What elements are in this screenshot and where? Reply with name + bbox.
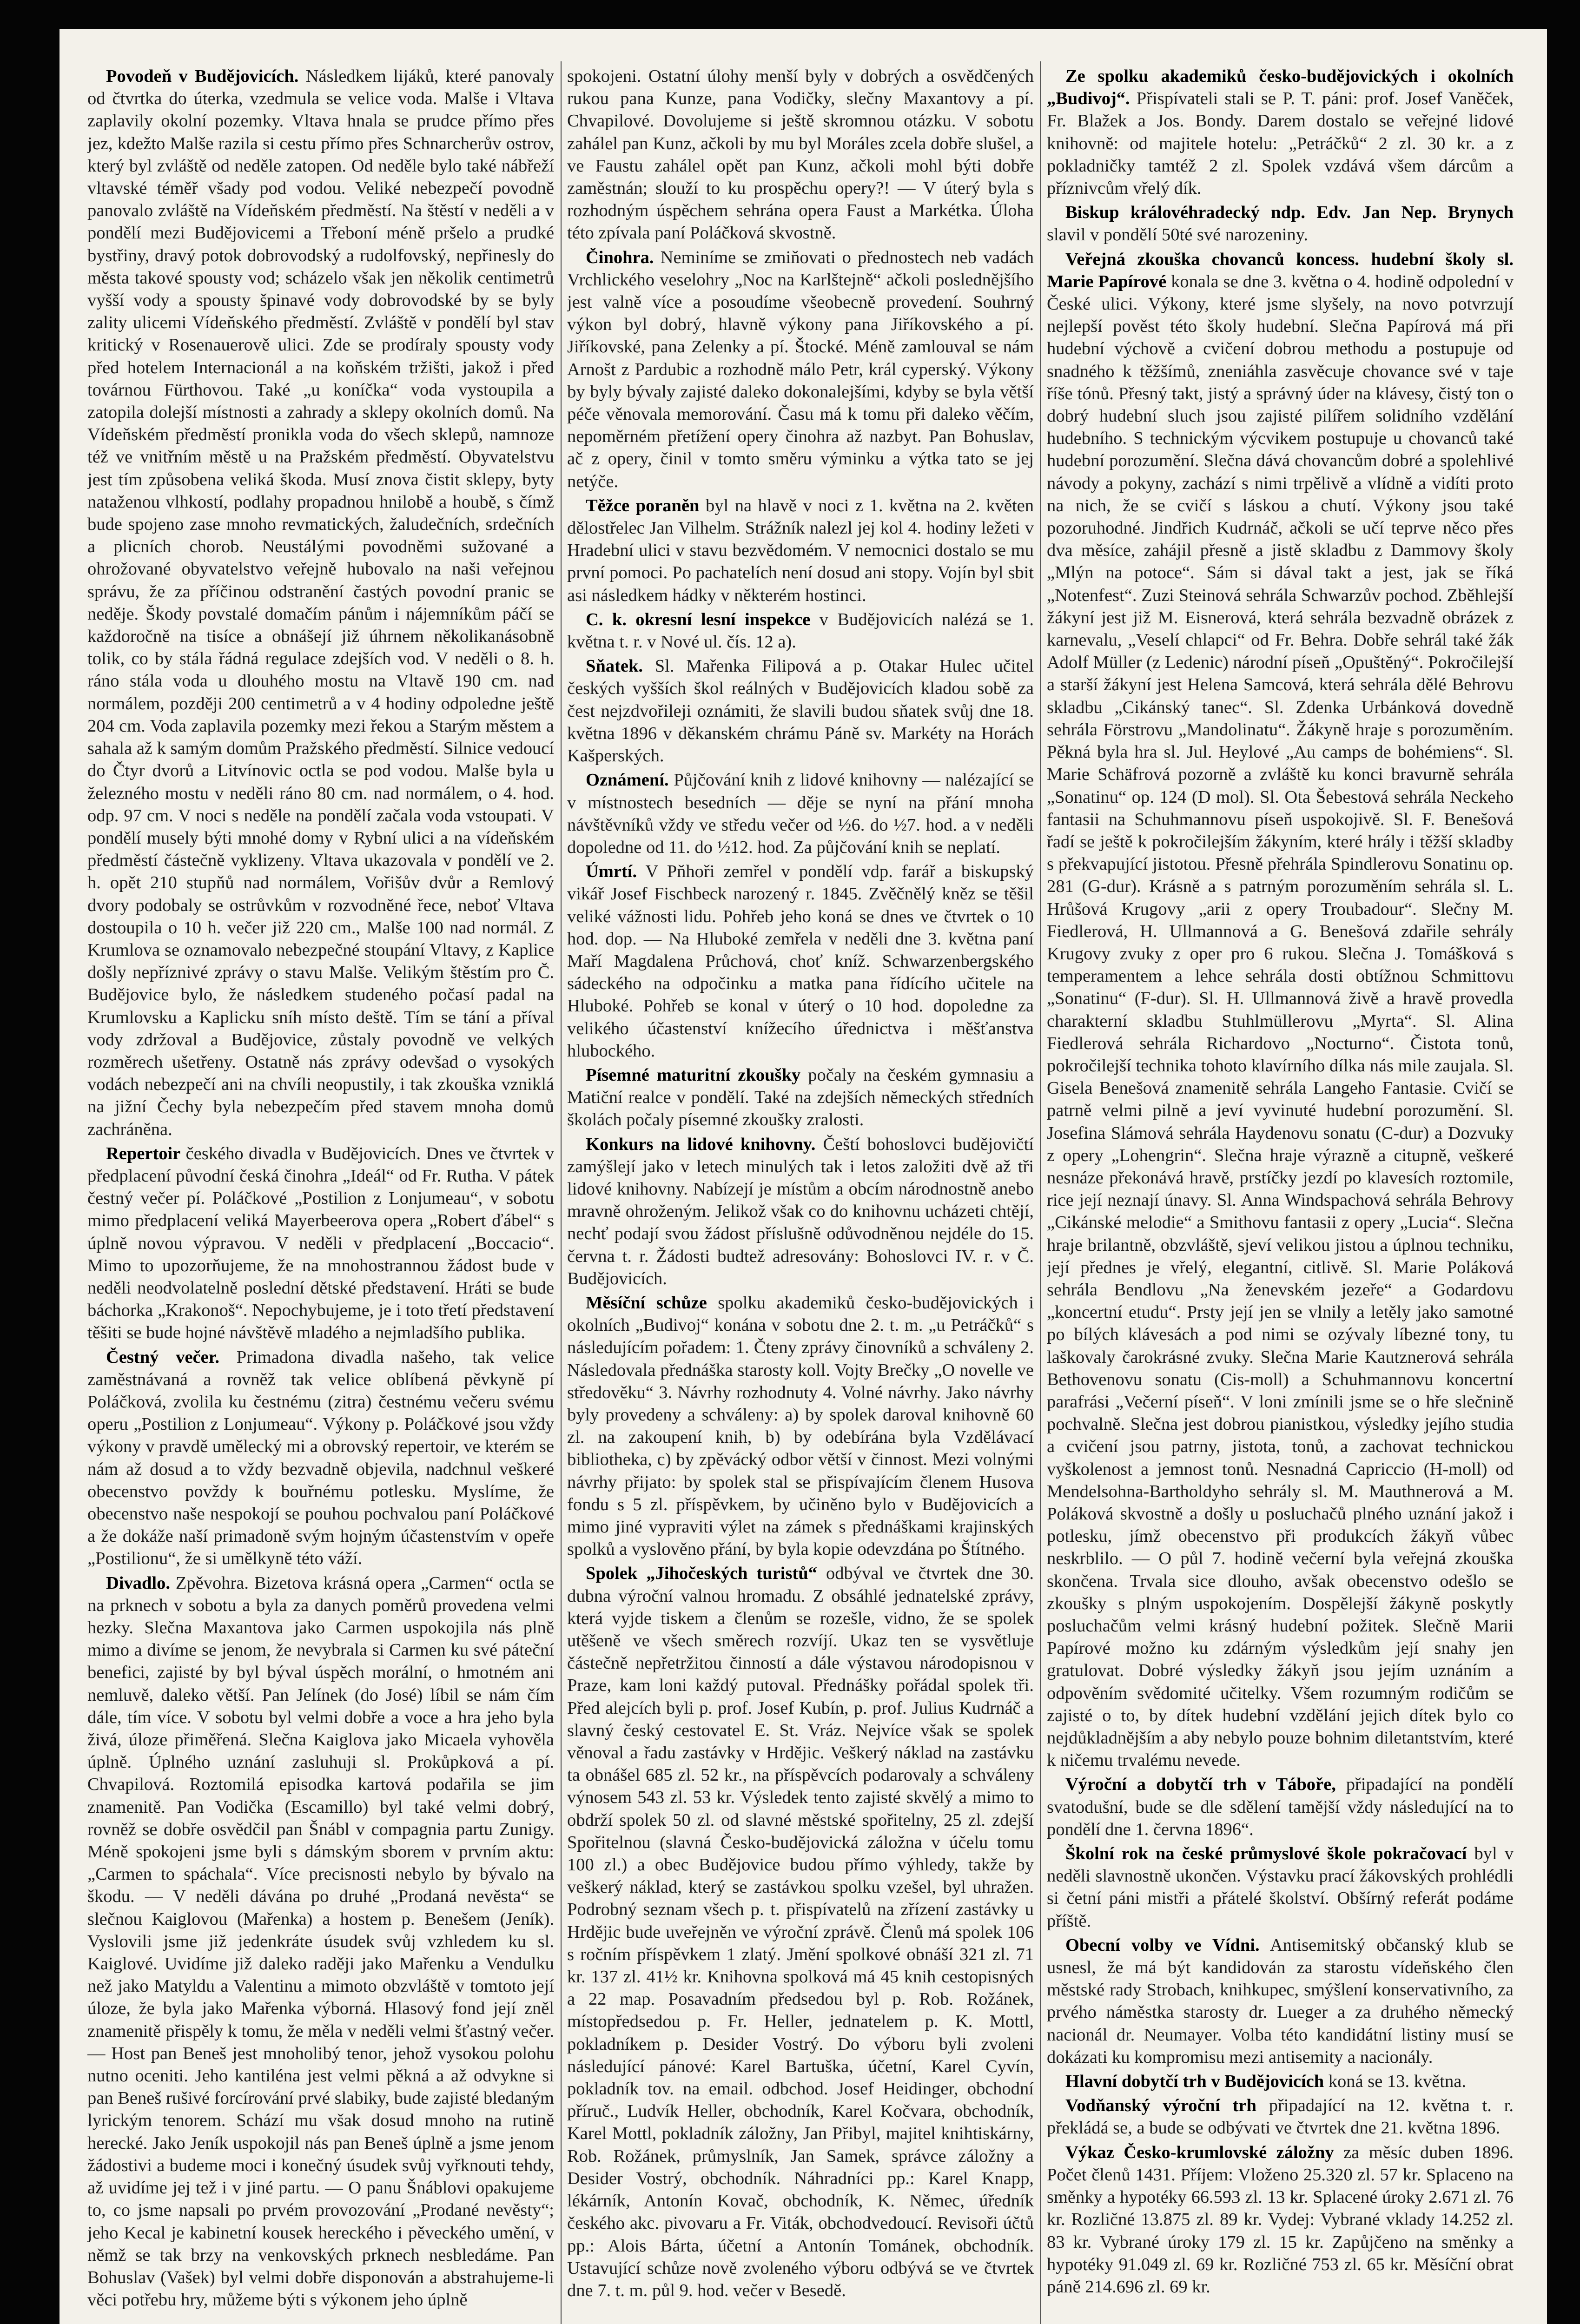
article-text: V Pňhoři zemřel v pondělí vdp. farář a biskupský vikář Josef Fischbeck narozený r. 1845. Zvěčnělý kněz se těšil veliké vážnosti lidu. Pohřeb jeho koná se dnes ve čtvrtek o 10 hod. dop. — Na Hluboké zemřela v neděli dne 3. května paní Maří Magdalena Průchová, choť kníž. Schwarzenbergského sádeckého na odpočinku a matka pana řídícího učitele na Hluboké. Pohřeb se konal v úterý o 10 hod. dopoledne za velikého účastenství knížecího úřednictva i měšťanstva hlubockého. xyxy=(567,862,1034,1061)
article-text: Antisemitský občanský klub se usnesl, že má být kandidován za starostu vídeňského člen městské rady Strobach, knihkupec, smýšlení konservativního, za prvého náměstka starosty dr. Lueger a za druhého německý nacionál dr. Neumayer. Volba této kandidátní listiny musí se dokázati ku kompromisu mezi antisemity a nacionály. xyxy=(1047,1935,1514,2067)
article-heading: Vodňanský výroční trh xyxy=(1065,2096,1256,2116)
article-heading: Čestný večer. xyxy=(106,1347,219,1367)
article-text: Přispívateli stali se P. T. páni: prof. Josef Vaněček, Fr. Blažek a Jos. Bondy. Darem dostalo se veřejné lidové knihovně: od majitele hotelu: „Petráčků“ 2 zl. 30 kr. a z pokladničky tamtéž 2 zl. Spolek vzdává všem dárcům a příznivcům vřelý dík. xyxy=(1047,89,1514,198)
newspaper-page xyxy=(59,29,1547,2324)
article-paragraph xyxy=(567,1064,1034,1131)
article-paragraph xyxy=(1047,2094,1514,2139)
article-heading: Divadlo. xyxy=(106,1573,170,1593)
article-paragraph xyxy=(567,608,1034,653)
article-paragraph xyxy=(1047,65,1514,199)
article-paragraph xyxy=(567,246,1034,493)
article-paragraph xyxy=(567,655,1034,767)
article-paragraph xyxy=(567,769,1034,858)
article-paragraph xyxy=(567,1133,1034,1290)
article-text: Sl. Mařenka Filipová a p. Otakar Hulec učitel českých vyšších škol reálných v Budějovicích kladou sobě za čest nejzdvořileji oznámiti, že slavili budou sňatek svůj dne 18. května 1896 v děkanském chrámu Páně sv. Markéty na Horách Kašperských. xyxy=(567,656,1034,766)
column-rule xyxy=(561,61,562,2324)
article-paragraph xyxy=(87,1346,554,1570)
article-heading: Povodeň v Budějovicích. xyxy=(106,66,299,86)
article-text: připadající na pondělí svatodušní, bude se dle sdělení tamější vždy následující na to pondělí dne 1. června 1896“. xyxy=(1047,1775,1514,1839)
article-heading: Veřejná zkouška chovanců koncess. hudební školy sl. Marie Papírové xyxy=(1047,249,1514,291)
article-heading: Těžce poraněn xyxy=(586,495,700,515)
article-paragraph xyxy=(567,860,1034,1062)
article-text: Čeští bohoslovci budějovičtí zamýšlejí jako v letech minulých tak i letos založiti dvě až tři lidové knihovny. Nabízejí je místům a obcím národnostně anebo mravně ohroženým. Jelikož však co do knihovnu ucházeti chtějí, nechť podají svou žádost příslušně odůvodněnou nejdéle do 15. června t. r. Žádosti budtež adresovány: Bohoslovci IV. r. v Č. Budějovicích. xyxy=(567,1134,1034,1288)
article-heading: Hlavní dobytčí trh v Budějovicích xyxy=(1065,2072,1324,2092)
column-middle xyxy=(567,65,1034,2324)
article-heading: Výkaz Česko-krumlovské záložny xyxy=(1065,2142,1334,2162)
article-paragraph xyxy=(567,1562,1034,2302)
article-heading: Spolek „Jihočeských turistů“ xyxy=(586,1564,817,1584)
article-heading: Sňatek. xyxy=(586,656,643,676)
article-paragraph xyxy=(1047,2141,1514,2298)
article-text: koná se 13. května. xyxy=(1324,2072,1466,2092)
article-text: konala se dne 3. května o 4. hodině odpolední v České ulici. Výkony, které jsme slyšely, na novo potvrzují nejlepší pověst této školy hudební. Slečna Papírová má při hudební výchově a cvičení dobrou methodu a postupuje od snadného k těžšímů, zneniáhla zasvěcuje chovance své v taje říše tónů. Přesný takt, jistý a správný úder na klávesy, čistý ton o dobrý hudební sluch jsou zajisté pilířem solidního vzdělání hudebního. S technickým výcvikem postupuje u chovanců také hudební porozumění. Slečna dává chovancům dobré a spolehlivé návody a pokyny, zachází s nimi trpělivě a vlídně a vidíti proto na nich, že se cvičí s láskou a chutí. Výkony jsou také pozoruhodné. Jindřich Kudrnáč, ačkoli se učí teprve něco přes dva měsíce, zahájil přesně a jistě skladbu z Dammovy školy „Mlýn na potoce“. Sám si dával takt a jest, jak se říká „Notenfest“. Zuzi Steinová sehrála Schwarzův pochod. Zběhlejší žákyní jest již M. Eisnerová, která sehrála bezvadně obrázek z karnevalu, „Veselí chlapci“ od Fr. Behra. Dobře sehrál také žák Adolf Müller (z Ledenic) národní píseň „Opuštěný“. Pokročilejší a starší žákyní jest Helena Samcová, která sehrála dělé Behrovu skladbu „Cikánský tanec“. Sl. Zdenka Urbánková dovedně sehrála Förstrovu „Mandolinatu“. Žákyně hraje s porozuměním. Pěkná byla hra sl. Jul. Heylové „Au camps de bohémiens“. Sl. Marie Schäfrová pozorně a zvláště ku konci bravurně sehrála „Sonatinu“ op. 124 (D mol). Sl. Ota Šebestová sehrála Neckeho fantasii na Schuhmannovu píseň uspokojivě. Sl. F. Benešová řadí se ještě k pokročilejším žákyním, které hrály i těžší skladby s překvapující jistotou. Přesně přehrála Spindlerovu Sonatinu op. 281 (G-dur). Krásně a s patrným porozuměním sehrála sl. L. Hrůšová Krugovy „arii z opery Troubadour“. Slečny M. Fiedlerová, H. Ullmannová a G. Benešová zdařile sehrály Krugovy zvuky z oper pro 6 rukou. Slečna J. Tomášková s temperamentem a lehce sehrála dosti obtížnou Schmittovu „Sonatinu“ (F-dur). Sl. H. Ullmannová živě a hravě provedla charakterní skladbu Stuhlmüllerovu „Myrta“. Sl. Alina Fiedlerová sehrála Richardovo „Nocturno“. Čistota tonů, pokročilejší technika tohoto klavírního dílka nás mile zaujala. Sl. Gisela Benešová znamenitě sehrála Langeho Fantasie. Cvičí se patrně velmi pilně a jeví vyvinuté hudební porozumění. Sl. Josefina Slámová sehrála Haydenovu sonatu (C-dur) a Dozvuky z opery „Lohengrin“. Slečna hraje výrazně a citupně, veškeré nesnáze překonává hravě, prstíčky jezdí po klavesích roztomile, rice její neznají únavy. Sl. Anna Windspachová sehrála Behrovy „Cikánské melodie“ a Smithovu fantasii z opery „Lucia“. Slečna hraje brilantně, obzvláště, sjeví velikou jistou a úplnou techniku, její přednes je vřelý, elegantní, citlivě. Sl. Marie Poláková sehrála Bendlovu „Na ženevském jezeře“ a Godardovu „koncertní etudu“. Prsty její jen se vlnily a letěly jako samotné po bílých klávesách a pod nimi se ozývaly líbezné tony, tu laškovaly čarokrásné zvuky. Slečna Marie Kautznerová sehrála Bethovenovu sonatu (Cis-moll) a Schuhmannovu koncertní parafrási „Večerní píseň“. V loni zmínili jsme se o hře slečnině pochvalně. Slečna jest dobrou pianistkou, výsledky jejího studia a cvičení jsou patrny, jistota, tonů, a zachovat technickou vyškolenost a jemnost tonů. Nesnadná Capriccio (H-moll) od Mendelsohna-Bartholdyho sehrály sl. M. Mauthnerová a M. Poláková skvostně a došly u posluchačů plného uznání jakož i potlesku, jímž obecenstvo při produkcích žákyň vůbec neskrblilo. — O půl 7. hodině večerní byla veřejná zkouška skončena. Trvala sice dlouho, avšak obecenstvo odešlo se zkoušky s plným uspokojením. Dospělejší žákyně poskytly posluchačům velmi krásný hudební požitek. Slečně Marii Papírové možno ku zdárným výsledkům její snahy jen gratulovat. Dobré výsledky žákyň jsou jejím uznáním a odpověním svědomité učitelky. Všem rozumným rodičům se zajisté o to, by dítek hudební vzdělání jejich dítek bylo co nejdůkladnějším a aby nebylo pouze bohnim diletantstvím, které k ničemu trvalému nevede. xyxy=(1047,271,1514,1770)
article-heading: Měsíční schůze xyxy=(586,1293,707,1313)
article-heading: Konkurs na lidové knihovny. xyxy=(586,1134,816,1154)
article-heading: Oznámení. xyxy=(586,770,669,790)
article-text: za měsíc duben 1896. Počet členů 1431. Příjem: Vloženo 25.320 zl. 57 kr. Splaceno na směnky a hypotéky 66.593 zl. 13 kr. Splacené úroky 2.671 zl. 76 kr. Rozličné 13.875 zl. 89 kr. Vydej: Vybrané vklady 14.252 zl. 83 kr. Vybrané úroky 179 zl. 15 kr. Zapůjčeno na směnky a hypotéky 91.049 zl. 69 kr. Rozličné 753 zl. 65 kr. Měsíční obrat páně 214.696 zl. 69 kr. xyxy=(1047,2142,1514,2297)
article-heading: Biskup královéhradecký ndp. Edv. Jan Nep. Brynych xyxy=(1065,203,1514,223)
article-text: Zpěvohra. Bizetova krásná opera „Carmen“ octla se na prknech v sobotu a byla za danych poměrů provedena velmi hezky. Slečna Maxantova jako Carmen uspokojila nás plně mimo a divíme se jenom, že nevybrala si Carmen ku své páteční benefici, zajisté by byl býval úspěch morální, o hmotném ani nemluvě, daleko větší. Pan Jelínek (do José) líbil se nám čím dále, tím více. V sobotu byl velmi dobře a voce a hra jeho byla živá, úloze přiměřená. Slečna Kaiglova jako Micaela vyhověla úplně. Úplného uznání zasluhuji sl. Prokůpková a pí. Chvapilová. Roztomilá episodka kartová podařila se jim znamenitě. Pan Vodička (Escamillo) byl také velmi dobrý, rovněž se dobře osvědčil pan Šnábl v compagnia partu Zunigy. Méně spokojeni jsme byli s dámským sborem v prvním aktu: „Carmen to spáchala“. Více precisnosti nebylo by bývalo na škodu. — V neděli dávána po druhé „Prodaná nevěsta“ se slečnou Kaiglovou (Mařenka) a hostem p. Benešem (Jeník). Vyslovili jsme již jedenkráte úsudek svůj vzhledem ku sl. Kaiglové. Uvidíme již daleko raději jako Mařenku a Vendulku než jako Matyldu a Valentinu a mimoto obzvláště v tomtoto její úloze, že byla jako Mařenka výborná. Hlasový fond její zněl znamenitě přispěly k tomu, že měla v neděli velmi šťastný večer. — Host pan Beneš jest mnoholibý tenor, jehož vysokou polohu nutno oceniti. Jeho kantiléna jest velmi pěkná a až odvykne si pan Beneš rušivé forcírování prvé slabiky, bude zajisté bledaným lyrickým tenorem. Schází mu však dosud mnoho na rutině herecké. Jako Jeník uspokojil nás pan Beneš úplně a jsme jenom žádostivi a budeme moci i konečný úsudek svůj vyřknouti tehdy, až uvidíme jej tež i v jiné partu. — O panu Šnáblovi opakujeme to, co jsme napsali po prvém provozování „Prodané nevěsty“; jeho Kecal je kabinetní kousek hereckého i pěveckého umění, v němž se tak brzy na venkovských prknech nesbledáme. Pan Bohuslav (Vašek) byl velmi dobře disponován a abstrahujeme-li věci potřebu hry, můžeme býti s výkonem jeho úplně xyxy=(87,1573,554,2310)
article-heading: Úmrtí. xyxy=(586,862,637,882)
article-paragraph xyxy=(1047,201,1514,246)
article-paragraph xyxy=(567,1292,1034,1560)
article-text: českého divadla v Budějovicích. Dnes ve čtvrtek v předplacení původní česká činohra „Ideál“ od Fr. Rutha. V pátek čestný večer pí. Poláčkové „Postilion z Lonjumeau“, v sobotu mimo předplacení veliká Mayerbeerova opera „Robert ďábel“ s úplně novou výpravou. V neděli v předplacení „Boccacio“. Mimo to upozorňujeme, že na mnohostrannou žádost bude v neděli neodvolatelně poslední dětské představení. Hráti se bude báchorka „Krakonoš“. Nepochybujeme, je i toto třetí představení těšiti se bude hojné návštěvě mladého a nejmladšího publika. xyxy=(87,1143,554,1343)
article-paragraph xyxy=(1047,1773,1514,1841)
article-heading: Obecní volby ve Vídni. xyxy=(1065,1935,1260,1955)
article-text: Následkem lijáků, které panovaly od čtvrtka do úterka, vzedmula se velice voda. Malše i Vltava zaplavily okolní pozemky. Vltava hnala se prudce přímo přes jez, kdežto Malše razila si cestu přímo přes Schnarcherův ostrov, který byl zvláště od neděle zatopen. Od neděle bylo také nábřeží vltavské téměř všady pod vodou. Veliké nebezpečí povodně panovalo zvláště na Vídeňském předměstí. Na štěstí v neděli a v pondělí mezi Budějovicemi a Třeboní méně pršelo a prudké bystřiny, dravý potok dobrovodský a rudolfovský, nepřinesly do města takové spousty vod; scházelo však jen několik centimetrů vyšší vody a spousty špinavé vody dobrovodské by se byly zality ulicemi Vídeňského předměstí. Zvláště v pondělí byl stav kritický v Rosenauerově ulici. Zde se prodíraly spousty vody před hotelem Internacionál a na koňském tržišti, jakož i před továrnou Fürthovou. Také „u koníčka“ voda vystoupila a zatopila dolejší místnosti a zahrady a sklepy okolních domů. Na Vídeňském předměstí pronikla voda do všech sklepů, namnoze též ve vnitřním městě u na Pražském předměstí. Obyvatelstvu jest tím způsobena veliká škoda. Musí znova čistit sklepy, byty nataženou vlhkostí, podlahy propadnou hnilobě a houbě, s čímž bude spojeno zase mnoho revmatických, žaludečních, srdečních a plicních chorob. Neustálými povodněmi sužované a ohrožované obyvatelstvo veřejně hubovalo na naši veřejnou správu, že za příčinou odstranění častých povodní pranic se neděje. Škody povstalé domačím pánům i nájemníkům páčí se každoročně na tisíce a obnášejí již úhrnem několikanásobně tolik, co by stála řádná regulace zdejších vod. V neděli o 8. h. ráno stála voda u dlouhého mostu na Vltavě 190 cm. nad normálem, později 200 centimetrů a v 4 hodiny odpoledne ještě 204 cm. Voda zaplavila pozemky mezi řekou a Starým městem a sahala až k samým domům Pražského předměstí. Silnice vedoucí do Čtyr dvorů a Litvínovic octla se pod vodou. Malše byla u železného mostu v neděli ráno 80 cm. nad normálem, o 4. hod. odp. 97 cm. V noci s neděle na pondělí začala voda vstoupati. V pondělí musely býti mnohé domy v Rybní ulici a na vídeňském předměstí částečně vyklizeny. Vltava ukazovala v pondělí ve 2. h. opět 210 stupňů nad normálem, Vořišův dvůr a Remlový dvory podobaly se ostrůvkům v rozvodněné řece, neboť Vltava dostoupila o 10 h. večer již 220 cm., Malše 100 nad normál. Z Krumlova se oznamovalo nebezpečné stoupání Vltavy, z Kaplice došly nepříznivé zprávy o stavu Malše. Velikým štěstím pro Č. Budějovice bylo, že následkem studeného počasí padal na Krumlovsku a Kaplicku sníh místo deště. Tím se tání a příval vody zdržoval a Budějovice, zůstaly povodně ve velkých rozměrech ušetřeny. Ostatně nás zprávy odevšad o vysokých vodách nebezpečí ani na chvíli neopustily, i tak zkouška vzniklá na jižní Čechy byla nebezpečím před stavem mnoha domů zachráněna. xyxy=(87,66,554,1139)
article-heading: Repertoir xyxy=(106,1143,181,1163)
article-paragraph xyxy=(1047,2070,1514,2093)
article-text: připadající na 12. května t. r. překládá se, a bude se odbývati ve čtvrtek dne 21. května 1896. xyxy=(1047,2096,1514,2138)
article-heading: Ze spolku akademiků česko-budějovických i okolních „Budivoj“. xyxy=(1047,66,1514,109)
article-text: v Budějovicích nalézá se 1. května t. r. v Nové ul. čís. 12 a). xyxy=(567,609,1034,652)
article-paragraph xyxy=(87,65,554,1141)
article-paragraph xyxy=(87,1142,554,1344)
article-text: Neminíme se zmiňovati o přednostech neb vadách Vrchlického veselohry „Noc na Karlštejně“ ačkoli poslednějšího jest valně více a posoudíme všeobecně provedení. Souhrný výkon byl dobrý, hlavně výkony pana Jiříkovského a pí. Jiříkovské, pana Zelenky a pí. Štocké. Méně zamlouval se nám Arnošt z Pardubic a rozhodně málo Petr, král cyperský. Výkony by byly bývaly zajisté daleko dokonalejšími, kdyby se byla větší péče věnovala memorování. Času má k tomu při daleko věčím, nepoměrném přetížení opery činohra až nazbyt. Pan Bohuslav, ač z opery, činil v tomto směru výminku a výtka tato se jej netýče. xyxy=(567,247,1034,491)
article-text: počaly na českém gymnasiu a Matiční realce v pondělí. Také na zdejších německých středních školách počaly písemné zkoušky zralosti. xyxy=(567,1065,1034,1130)
article-heading: Výroční a dobytčí trh v Táboře, xyxy=(1065,1775,1336,1795)
article-heading: Školní rok na české průmyslové škole pokračovací xyxy=(1065,1844,1467,1864)
column-rule xyxy=(1040,61,1041,2324)
article-text: spokojeni. Ostatní úlohy menší byly v dobrých a osvědčených rukou pana Kunze, pana Vodičky, slečny Maxantovy a pí. Chvapilové. Dovolujeme si ještě skromnou otázku. V sobotu zahálel pan Kunz, ačkoli by mu byl Moráles zcela dobře slušel, a ve Faustu zahálel opět pan Kunz, ačkoli mohl býti dobře zaměstnán; slouží to ku prospěchu opery?! — V úterý byla s rozhodným úspěchem sehrána opera Faust a Markétka. Úloha této zpívala paní Poláčková skvostně. xyxy=(567,66,1034,243)
article-text: odbýval ve čtvrtek dne 30. dubna výroční valnou hromadu. Z obsáhlé jednatelské zprávy, která vyjde tiskem a členům se rozešle, vidno, že se spolek utěšeně ve všech směrech rozvíjí. Ukaz ten se vysvětluje částečně nepřetržitou činností a dále výstavou národopisnou v Praze, kam loni každý putoval. Přednášky pořádal spolek tři. Před alejcích byli p. prof. Josef Kubín, p. prof. Julius Kudrnáč a slavný český cestovatel E. St. Vráz. Nejvíce však se spolek věnoval a řadu zastávky v Hrdějic. Veškerý náklad na zastávku ta obnášel 685 zl. 52 kr., na příspěvcích podarovaly a schváleny výnosem 543 zl. 53 kr. Výsledek tento zajisté skvělý a mimo to obdrží spolek 50 zl. od slavné městské spořitelny, 25 zl. zdejší Spořitelnou (slavná Česko-budějovická záložna v účelu tomu 100 zl.) a obec Budějovice budou přímo výhledy, takže by veškerý náklad, který se zastávkou spolku vzešel, byl uhražen. Podrobný seznam všech p. t. přispívatelů na zřízení zastávky u Hrdějic bude uveřejněn ve výroční zprávě. Členů má spolek 106 s ročním příspěvkem 1 zlatý. Jmění spolkové obnáší 321 zl. 71 kr. 137 zl. 41½ kr. Knihovna spolková má 45 knih cestopisných a 22 map. Posavadním předsedou byl p. Rob. Rožánek, místopředsedou p. Fr. Heller, jednatelem p. K. Mottl, pokladníkem p. Desider Vostrý. Do výboru byli zvoleni následující pánové: Karel Bartuška, účetní, Karel Cyvín, pokladník tov. na email. odbchod. Josef Heidinger, obchodní příruč., Ludvík Heller, obchodník, Karel Kočvara, obchodník, Karel Mottl, pokladník záložny, Jan Přibyl, majitel knihtiskárny, Rob. Rožánek, průmyslník, Jan Samek, správce záložny a Desider Vostrý, obchodník. Náhradníci pp.: Karel Knapp, lékárník, Antonín Kovač, obchodník, K. Němec, úředník českého akc. pivovaru a Fr. Viták, obchodvedoucí. Revisoři účtů pp.: Alois Bárta, účetní a Antonín Tománek, obchodník. Ustavující schůze nově zvoleného výboru odbývá se ve čtvrtek dne 7. t. m. půl 9. hod. večer v Besedě. xyxy=(567,1564,1034,2300)
article-text: slavil v pondělí 50té své narozeniny. xyxy=(1047,225,1309,245)
article-text: Primadona divadla našeho, tak velice zaměstnávaná a rovněž tak velice oblíbená pěvkyně pí Poláčková, zvolila ku čestnému (zitra) čestnému večeru svému operu „Postilion z Lonjumeau“. Výkony p. Poláčkové jsou vždy výkony v pravdě umělecký mi a obrovský repertoir, ve kterém se nám až dosud a to vždy bezvadně objevila, nadchnul veškeré obecenstvo povždy k bouřnému potlesku. Myslíme, že obecenstvo naše nespokojí se pouhou pochvalou paní Poláčkové a že dokáže naší primadoně svým hojným účastenstvím v opeře „Postilionu“, že si umělkyně této váží. xyxy=(87,1347,554,1569)
column-right xyxy=(1047,65,1514,2324)
article-paragraph xyxy=(1047,1934,1514,2068)
article-text: byl v neděli slavnostně ukončen. Výstavku prací žákovských prohlédli si četní páni mistři a přátelé školství. Obšírný referát podáme příště. xyxy=(1047,1844,1514,1931)
article-paragraph xyxy=(1047,1842,1514,1932)
article-paragraph xyxy=(87,1572,554,2311)
article-paragraph xyxy=(1047,248,1514,1772)
article-heading: C. k. okresní lesní inspekce xyxy=(586,609,811,629)
column-left xyxy=(87,65,554,2324)
article-paragraph xyxy=(567,65,1034,244)
article-text: spolku akademiků česko-budějovických i okolních „Budivoj“ konána v sobotu dne 2. t. m. „u Petráčků“ s následujícím pořadem: 1. Čteny zprávy činovníků a schváleny 2. Následovala přednáška starosty koll. Vojty Brečky „O novelle ve středověku“ 3. Návrhy rozhodnuty 4. Volné návrhy. Jako návrhy byly provedeny a schváleny: a) by spolek daroval knihovně 60 zl. na zakoupení knih, b) by odebírána byla Vzdělávací bibliotheka, c) by zpěvácký odbor větší v činnost. Mezi volnými návrhy přijato: by spolek stal se přispívajícím členem Husova fondu s 5 zl. příspěvkem, by učiněno bylo v Budějovicích a mimo jiné vypraviti výlet na zámek s přednáškami krajinských spolků a vyslověno přání, by byla kopie odevzdána po Štítného. xyxy=(567,1293,1034,1559)
article-heading: Písemné maturitní zkoušky xyxy=(586,1065,801,1085)
article-text: Půjčování knih z lidové knihovny — nalézající se v místnostech besedních — děje se nyní na přání mnoha návštěvníků vždy ve středu večer od ½6. do ½7. hod. a v neděli dopoledne od 11. do ½12. hod. Za půjčování knih se neplatí. xyxy=(567,770,1034,857)
article-heading: Činohra. xyxy=(586,247,654,267)
article-paragraph xyxy=(567,495,1034,607)
article-text: byl na hlavě v noci z 1. května na 2. květen dělostřelec Jan Vilhelm. Strážník nalezl jej kol 4. hodiny ležeti v Hradební ulici v stavu bezvědomém. V nemocnici dostalo se mu první pomoci. Po pachatelích není dosud ani stopy. Vojín byl sbit asi následkem hádky v některém hostinci. xyxy=(567,495,1034,605)
